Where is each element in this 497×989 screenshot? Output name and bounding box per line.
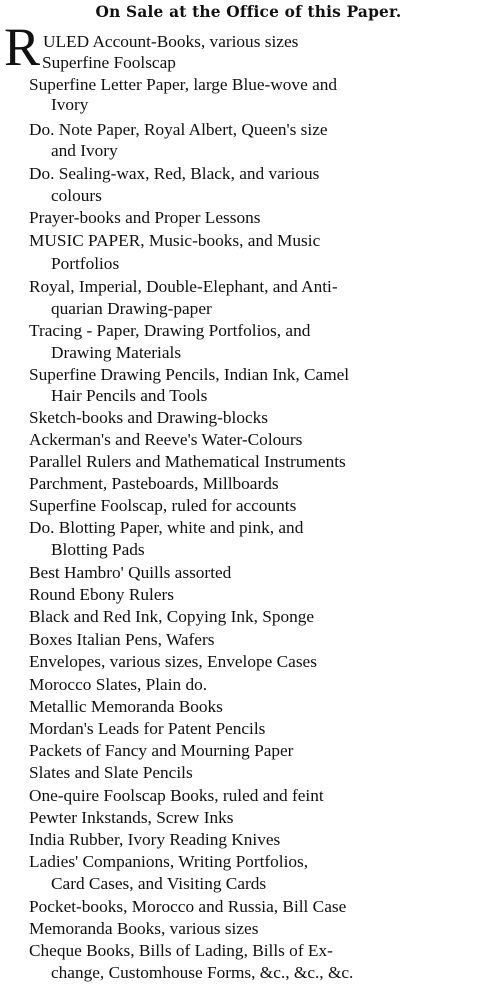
list-item: Metallic Memoranda Books [29,697,223,716]
list-item: India Rubber, Ivory Reading Knives [29,830,281,849]
list-item: Tracing - Paper, Drawing Portfolios, and [29,321,311,340]
list-item: Parallel Rulers and Mathematical Instruments [29,452,346,471]
list-item: Royal, Imperial, Double-Elephant, and Anti- [29,277,338,296]
list-item: Pewter Inkstands, Screw Inks [29,808,234,827]
list-item: Ivory [51,95,89,114]
list-item: Do. Note Paper, Royal Albert, Queen's size [29,120,328,139]
list-item: Pocket-books, Morocco and Russia, Bill Case [29,897,347,916]
list-item: Round Ebony Rulers [29,585,174,604]
list-item: One-quire Foolscap Books, ruled and feint [29,786,324,805]
list-item: Boxes Italian Pens, Wafers [29,630,215,649]
list-item: Superfine Foolscap, ruled for accounts [29,496,297,515]
list-item: Hair Pencils and Tools [51,386,208,405]
drop-capital: R [4,17,41,77]
list-item: Blotting Pads [51,540,145,559]
list-item: Sketch-books and Drawing-blocks [29,408,269,427]
list-item: Memoranda Books, various sizes [29,919,259,938]
list-item: Superfine Drawing Pencils, Indian Ink, Camel [29,365,350,384]
list-item: Envelopes, various sizes, Envelope Cases [29,652,317,671]
list-item: Parchment, Pasteboards, Millboards [29,474,279,493]
list-item: Best Hambro' Quills assorted [29,563,232,582]
list-item: Morocco Slates, Plain do. [29,675,208,694]
list-item: Drawing Materials [51,343,182,362]
list-item: Prayer-books and Proper Lessons [29,208,261,227]
list-item: MUSIC PAPER, Music-books, and Music [29,231,321,250]
list-item: Ackerman's and Reeve's Water-Colours [29,430,303,449]
list-item: Packets of Fancy and Mourning Paper [29,741,294,760]
list-item: Card Cases, and Visiting Cards [51,874,267,893]
list-item: and Ivory [51,141,118,160]
list-item: Mordan's Leads for Patent Pencils [29,719,266,738]
list-item: colours [51,186,102,205]
list-item: Superfine Letter Paper, large Blue-wove and [29,75,338,94]
list-item: Ladies' Companions, Writing Portfolios, [29,852,309,871]
list-item: Superfine Foolscap [42,53,176,72]
list-item: Black and Red Ink, Copying Ink, Sponge [29,607,315,626]
page-heading: On Sale at the Office of this Paper. [95,2,402,21]
list-item: Cheque Books, Bills of Lading, Bills of Ex- [29,941,333,960]
list-item: Do. Blotting Paper, white and pink, and [29,518,304,537]
list-item: quarian Drawing-paper [51,299,212,318]
list-item: Portfolios [51,254,120,273]
list-item: Do. Sealing-wax, Red, Black, and various [29,164,320,183]
list-item: change, Customhouse Forms, &c., &c., &c. [51,963,354,982]
list-item: ULED Account-Books, various sizes [43,32,299,51]
list-item: Slates and Slate Pencils [29,763,193,782]
